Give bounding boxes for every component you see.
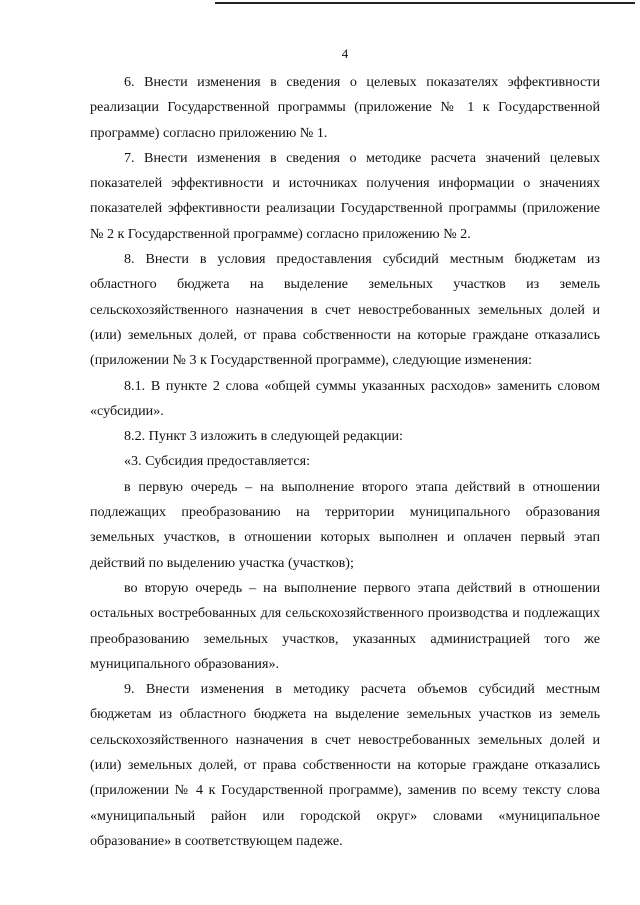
paragraph-6: 6. Внести изменения в сведения о целевых показателях эффективности реализации Государственной программы (приложение № 1 к Государственной программе) согласно приложению № 1. bbox=[90, 74, 600, 141]
paragraph-8-2: 8.2. Пункт 3 изложить в следующей редакции: bbox=[124, 428, 403, 445]
paragraph-8: 8. Внести в условия предоставления субсидий местным бюджетам из областного бюджета на выделение земельных участков из земель сельскохозяйственного назначения в счет невостребованных земельных долей и (или) земельных долей, от права собственности на которые граждане отказались (приложении № 3 к Государственной программе), следующие изменения: bbox=[90, 251, 600, 369]
paragraph-subsidy-heading: «3. Субсидия предоставляется: bbox=[124, 453, 311, 470]
paragraph-first-priority: в первую очередь – на выполнение второго этапа действий в отношении подлежащих преобразованию на территории муниципального образования земельных участков, в отношении которых выполнен и оплачен первый этап действий по выделению участка (участков); bbox=[90, 478, 600, 571]
paragraph-7: 7. Внести изменения в сведения о методике расчета значений целевых показателей эффективности и источниках получения информации о значениях показателей эффективности реализации Государственной программы (приложение № 2 к Государственной программе) согласно приложению № 2. bbox=[90, 149, 600, 242]
document-body bbox=[90, 70, 600, 854]
top-rule bbox=[215, 2, 635, 4]
paragraph-second-priority: во вторую очередь – на выполнение первого этапа действий в отношении остальных востребованных для сельскохозяйственного производства и подлежащих преобразованию земельных участков, указанных администрацией того же муниципального образования». bbox=[90, 579, 600, 672]
paragraph-9: 9. Внести изменения в методику расчета объемов субсидий местным бюджетам из областного бюджета на выделение земельных участков из земель сельскохозяйственного назначения в счет невостребованных земельных долей и (или) земельных долей, от права собственности на которые граждане отказались (приложении № 4 к Государственной программе), заменив по всему тексту слова «муниципальный район или городской округ» словами «муниципальное образование» в соответствующем падеже. bbox=[90, 681, 600, 849]
page-number: 4 bbox=[341, 46, 349, 61]
paragraph-8-1: 8.1. В пункте 2 слова «общей суммы указанных расходов» заменить словом «субсидии». bbox=[90, 377, 600, 419]
